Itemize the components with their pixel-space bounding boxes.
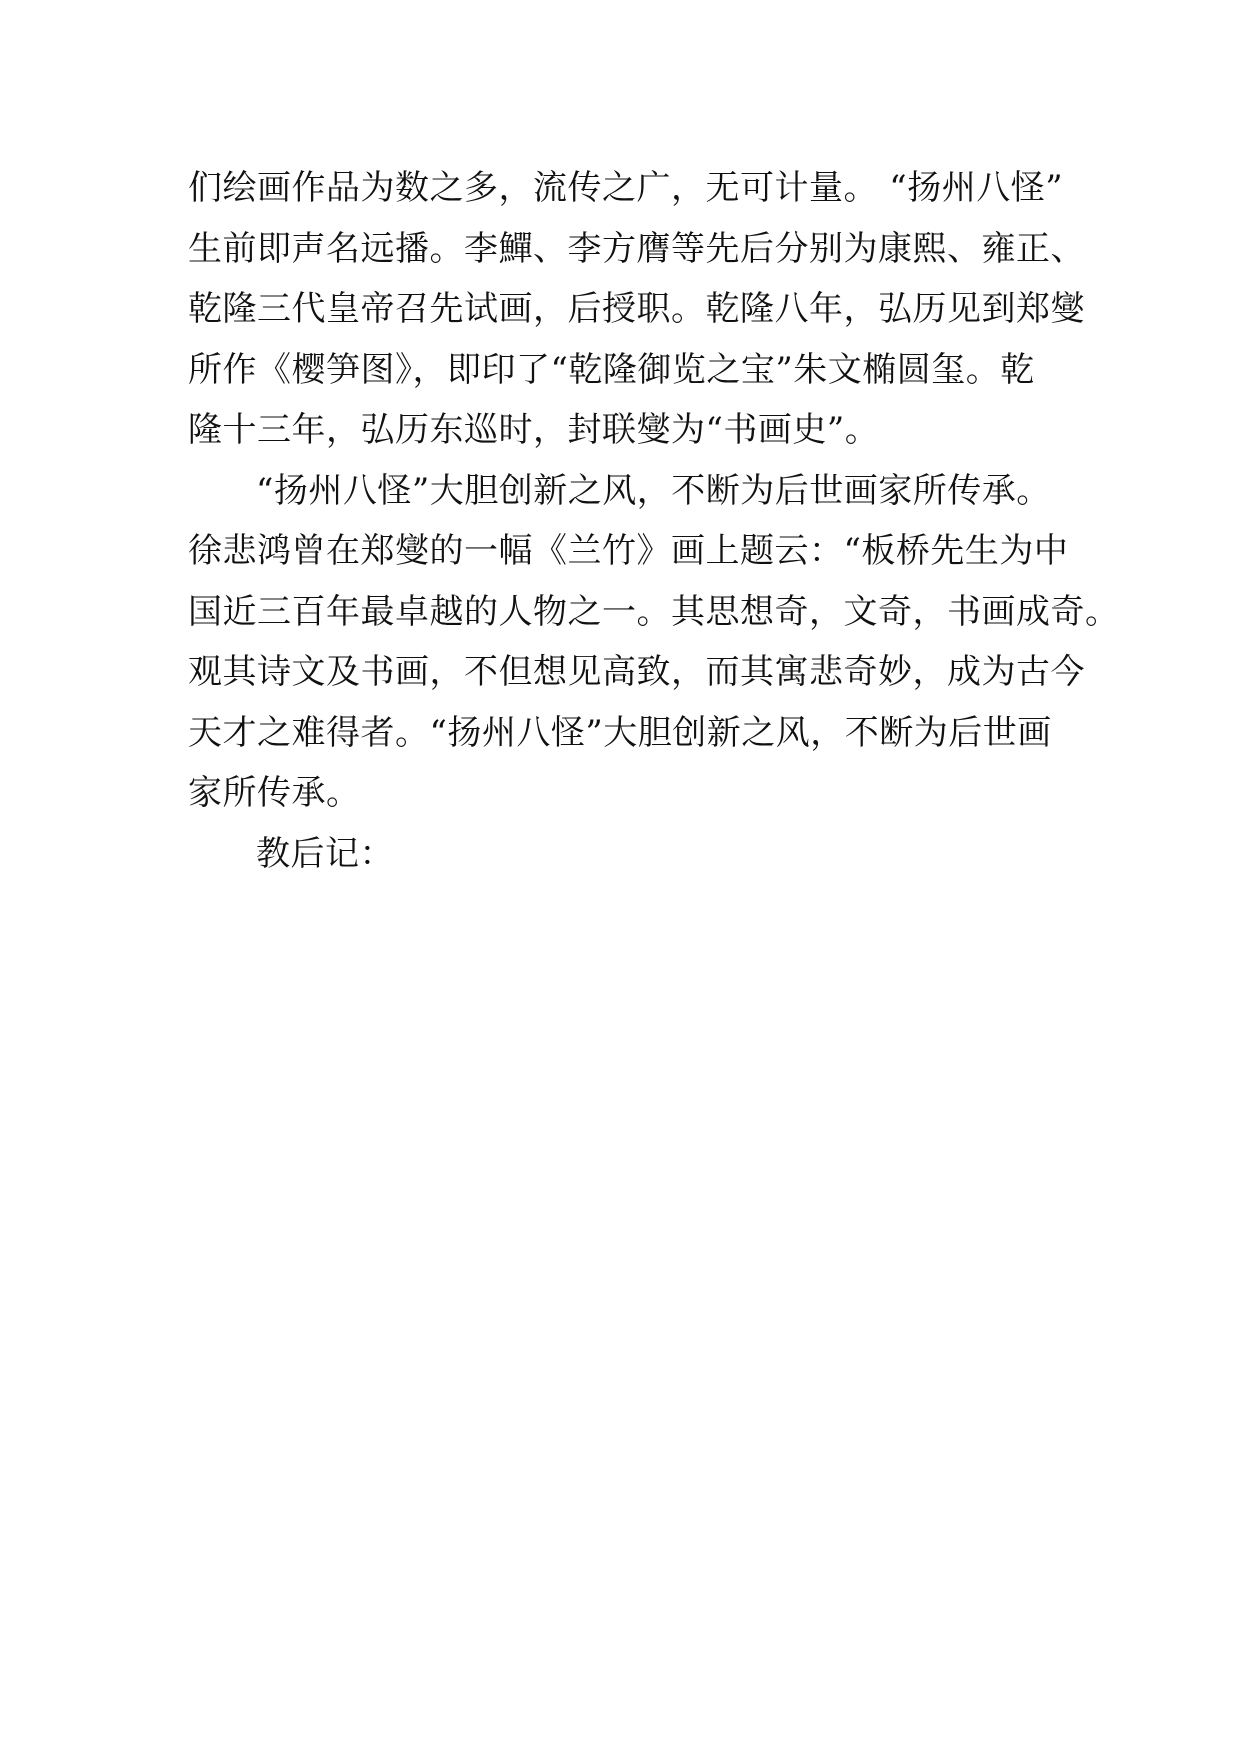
text-line: 生前即声名远播。李鱓、李方膺等先后分别为康熙、雍正、 — [188, 228, 1085, 269]
text-line: “扬州八怪”大胆创新之风，不断为后世画家所传承。 — [256, 470, 1051, 511]
text-line: 国近三百年最卓越的人物之一。其思想奇，文奇，书画成奇。 — [188, 591, 1120, 632]
text-line: 们绘画作品为数之多，流传之广，无可计量。 “扬州八怪” — [188, 168, 1064, 208]
text-line: 天才之难得者。“扬州八怪”大胆创新之风，不断为后世画 — [188, 712, 1052, 753]
text-line: 所作《樱笋图》，即印了“乾隆御览之宝”朱文椭圆玺。乾 — [188, 349, 1035, 390]
document-body — [188, 158, 1120, 884]
afterword-section — [188, 824, 1068, 885]
text-line: 观其诗文及书画，不但想见高致，而其寓悲奇妙，成为古今 — [188, 652, 1085, 692]
text-line: 隆十三年，弘历东巡时，封联燮为“书画史”。 — [188, 410, 880, 450]
afterword-label: 教后记： — [256, 833, 394, 874]
paragraph-innovation — [188, 461, 1120, 824]
paragraph-continued — [188, 158, 1085, 461]
text-line: 乾隆三代皇帝召先试画，后授职。乾隆八年，弘历见到郑燮 — [188, 289, 1085, 329]
text-line: 徐悲鸿曾在郑燮的一幅《兰竹》画上题云：“板桥先生为中 — [188, 531, 1069, 571]
text-line: 家所传承。 — [188, 773, 361, 813]
